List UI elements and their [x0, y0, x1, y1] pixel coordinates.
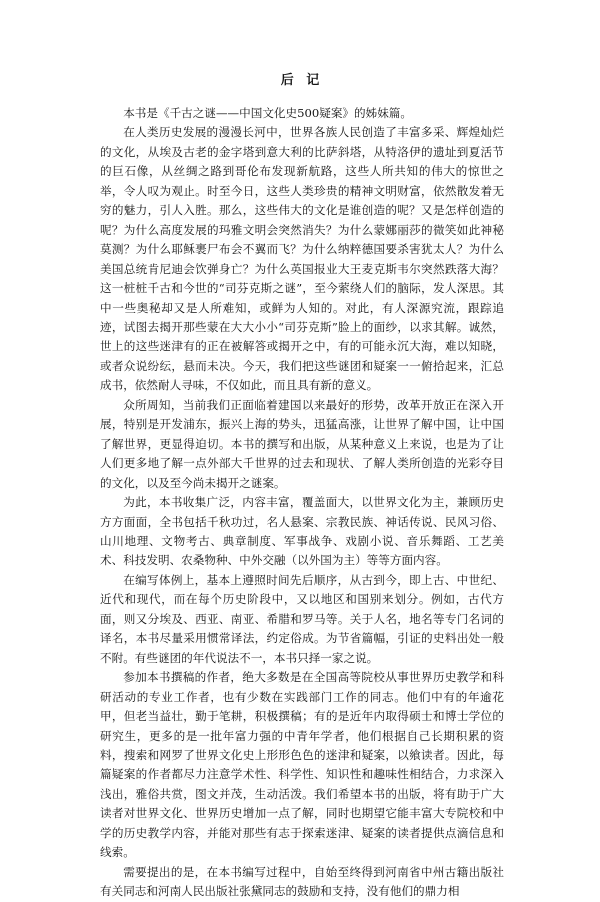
paragraph: 众所周知，当前我们正面临着建国以来最好的形势，改革开放正在深入开展，特别是开发浦东，振兴上海的势头，迅猛高涨，让世界了解中国，让中国了解世界，更显得迫切。本书的撰写和出版，从某种意义上来说，也是为了让人们更多地了解一点外部大千世界的过去和现状、了解人类所创造的光彩夺目的文化，以及至今尚未揭开之谜案。 [100, 397, 504, 490]
paragraph: 在人类历史发展的漫漫长河中，世界各族人民创造了丰富多采、辉煌灿烂的文化，从埃及古老的金字塔到意大利的比萨斜塔，从特洛伊的遗址到夏活节的巨石像，从丝绸之路到哥伦布发现新航路，这些人所共知的伟大的惊世之举，令人叹为观止。时至今日，这些人类珍贵的精神文明财富，依然散发着无穷的魅力，引人入胜。那么，这些伟大的文化是谁创造的呢？又是怎样创造的呢？为什么高度发展的玛雅文明会突然消失？为什么蒙娜丽莎的微笑如此神秘莫测？为什么耶稣裹尸布会不翼而飞？为什么纳粹德国要杀害犹太人？为什么美国总统肯尼迪会饮弹身亡？为什么英国报业大王麦克斯韦尔突然跌落大海？这一桩桩千古和今世的“司芬克斯之谜”，至今萦绕人们的脑际，发人深思。其中一些奥秘却又是人所难知，或鲜为人知的。对此，有人深源究流，跟踪追迹，试图去揭开那些蒙在大大小小“司芬克斯”脸上的面纱，以求其解。诚然，世上的这些迷津有的正在被解答或揭开之中，有的可能永沉大海，难以知晓，或者众说纷纭，悬而未决。今天，我们把这些谜团和疑案一一俯拾起来，汇总成书，依然耐人寻味，不仅如此，而且具有新的意义。 [100, 125, 504, 393]
paragraph: 在编写体例上，基本上遵照时间先后顺序，从古到今，即上古、中世纪、近代和现代，而在每个历史阶段中，又以地区和国别来划分。例如，古代方面，则又分埃及、西亚、南亚、希腊和罗马等。关于人名，地名等专门名词的译名，本书尽量采用惯常译法，约定俗成。为节省篇幅，引证的史料出处一般不附。有些谜团的年代说法不一，本书只择一家之说。 [100, 572, 504, 665]
body-text [100, 104, 504, 902]
paragraph: 需要提出的是，在本书编写过程中，自始至终得到河南省中州古籍出版社有关同志和河南人民出版社张黛同志的鼓励和支持，没有他们的鼎力相 [100, 864, 504, 899]
paragraph: 本书是《千古之谜——中国文化史500疑案》的姊妹篇。 [123, 106, 412, 120]
document-page [100, 72, 504, 902]
page-title: 后 记 [280, 73, 324, 88]
paragraph: 为此，本书收集广泛，内容丰富，覆盖面大，以世界文化为主，兼顾历史方方面面，全书包括千秋功过，名人悬案、宗教民族、神话传说、民风习俗、山川地理、文物考古、典章制度、军事战争、戏剧小说、音乐舞蹈、工艺美术、科技发明、农桑物种、中外交融（以外国为主）等等方面内容。 [100, 495, 504, 568]
paragraph: 参加本书撰稿的作者，绝大多数是在全国高等院校从事世界历史教学和科研活动的专业工作者，也有少数在实践部门工作的同志。他们中有的年逾花甲，但老当益壮，勤于笔耕，积极撰稿；有的是近年内取得硕士和博士学位的研究生，更多的是一批年富力强的中青年学者，他们根据自己长期积累的资料，搜索和网罗了世界文化史上形形色色的迷津和疑案，以飨读者。因此，每篇疑案的作者都尽力注意学术性、科学性、知识性和趣味性相结合，力求深入浅出，雅俗共赏，图文并茂，生动活泼。我们希望本书的出版，将有助于广大读者对世界文化、世界历史增加一点了解，同时也期望它能丰富大专院校和中学的历史教学内容，并能对那些有志于探索迷津、疑案的读者提供点滴信息和线索。 [100, 670, 504, 860]
